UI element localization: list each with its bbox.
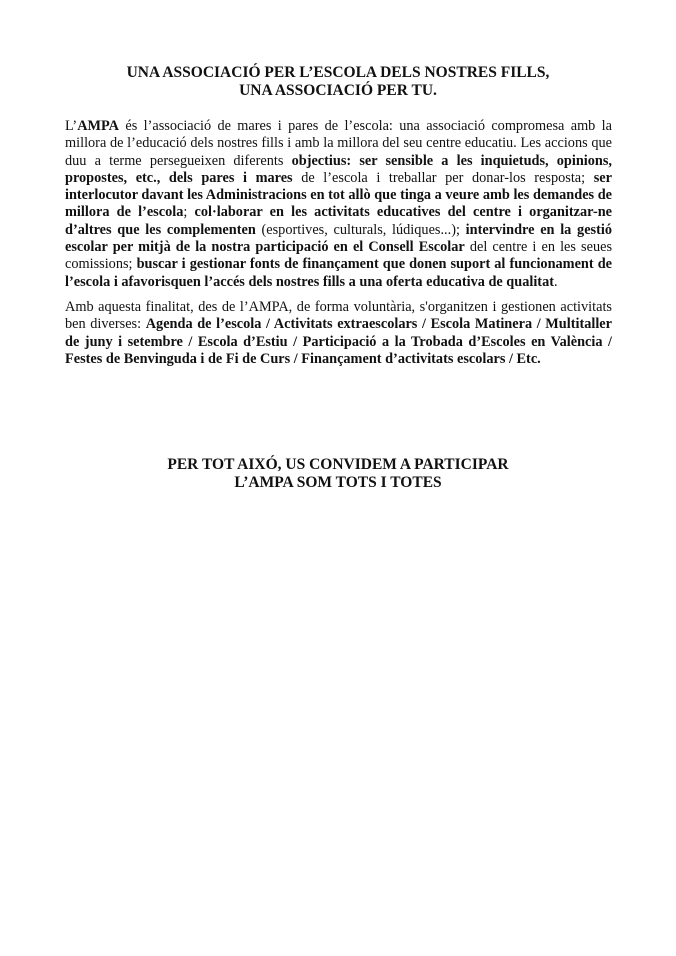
closing-statement xyxy=(64,456,612,492)
text-segment: ; xyxy=(183,204,195,221)
closing-line-1: PER TOT AIXÓ, US CONVIDEM A PARTICIPAR xyxy=(167,456,509,473)
intro-paragraph xyxy=(65,118,612,291)
activities-paragraph-text xyxy=(65,299,612,368)
bold-text-segment: ser sensible a les inquietuds, opinions, propostes, etc., dels pares i mares xyxy=(65,152,613,186)
bold-text-segment: AMPA xyxy=(77,118,120,134)
title-line-1: UNA ASSOCIACIÓ PER L’ESCOLA DELS NOSTRES FILLS, xyxy=(126,64,550,81)
bold-text-segment: Agenda de l’escola / Activitats extraescolars / Escola Matinera / Multitaller de juny i setembre / Escola d’Estiu / Participació a la Trobada d’Escoles en València / Festes de Benvinguda i de Fi de Curs / Finançament d’activitats escolars / Etc. xyxy=(65,316,612,367)
text-segment: . xyxy=(553,273,558,290)
bold-text-segment: ser interlocutor davant les Administracions en tot allò que tinga a veure amb les demandes de millora de l’escola xyxy=(65,169,612,221)
text-segment: L’ xyxy=(65,118,78,134)
text-segment: és l’associació de mares i pares de l’escola: una associació compromesa amb la millora de l’educació dels nostres fills i amb la millora del seu centre educatiu. Les accions que duu a terme persegueixen diferents xyxy=(65,118,612,169)
title-line-2: UNA ASSOCIACIÓ PER TU. xyxy=(239,82,437,99)
activities-paragraph xyxy=(65,299,612,368)
text-segment: Amb aquesta finalitat, des de l’AMPA, de forma voluntària, s'organitzen i gestionen activitats ben diverses: xyxy=(65,299,612,333)
intro-paragraph-text xyxy=(65,118,612,291)
text-segment: de l’escola i treballar per donar-los resposta; xyxy=(292,169,594,186)
page-title xyxy=(64,64,612,100)
text-segment: (esportives, culturals, lúdiques...); xyxy=(255,221,466,238)
bold-text-segment: col·laborar en les activitats educatives del centre i organitzar-ne d’altres que les complementen xyxy=(65,204,613,238)
bold-text-segment: objectius: xyxy=(291,152,352,169)
bold-text-segment: buscar i gestionar fonts de finançament que donen suport al funcionament de l’escola i afavorisquen l’accés dels nostres fills a una oferta educativa de qualitat xyxy=(65,256,612,290)
text-segment: del centre i en les seues comissions; xyxy=(65,239,613,273)
bold-text-segment: intervindre en la gestió escolar per mitjà de la nostra participació en el Consell Escolar xyxy=(65,221,612,256)
closing-line-2: L’AMPA SOM TOTS I TOTES xyxy=(234,474,442,491)
